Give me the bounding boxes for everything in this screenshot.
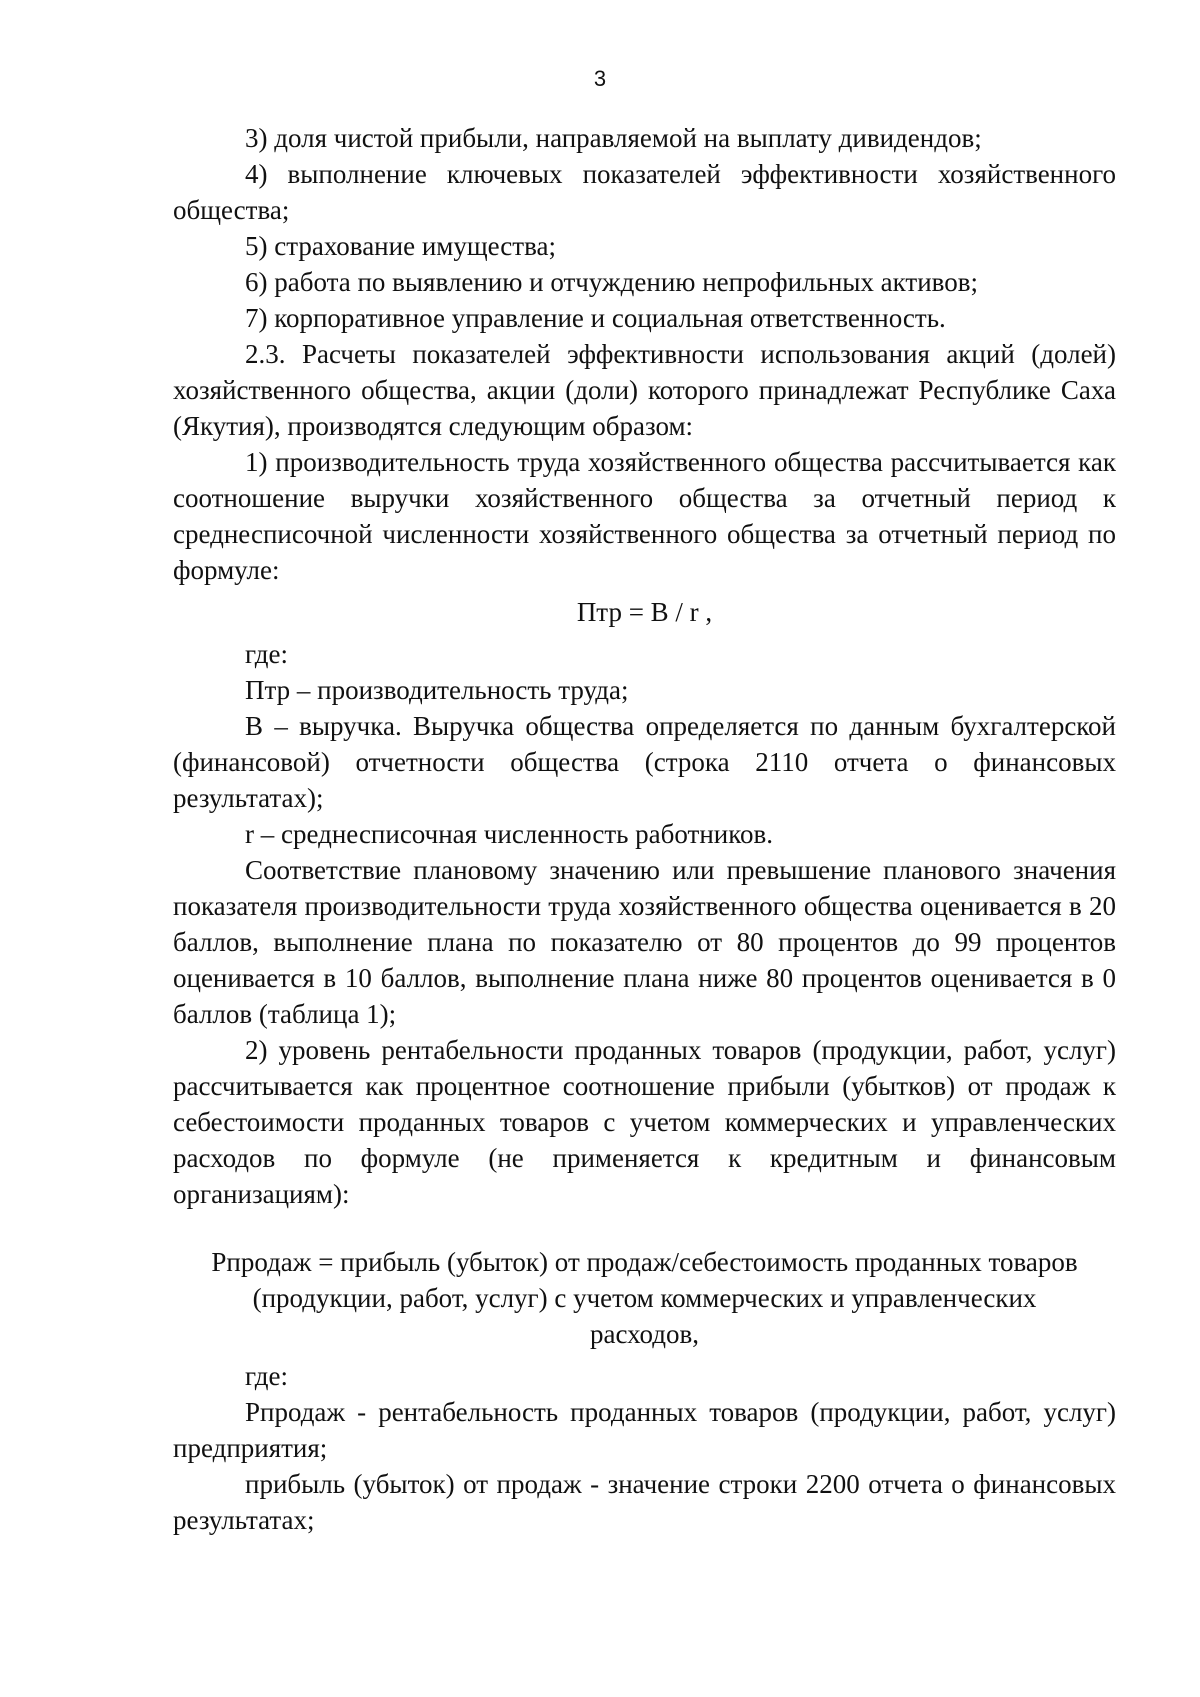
definition-ptr: Птр – производительность труда; <box>245 675 629 705</box>
definition-profit: прибыль (убыток) от продаж - значение строки 2200 отчета о финансовых результатах; <box>173 1469 1116 1535</box>
list-item: 7) корпоративное управление и социальная ответственность. <box>245 303 946 333</box>
productivity-formula: Птр = В / r , <box>576 597 713 627</box>
profitability-formula-line: расходов, <box>589 1319 700 1349</box>
definition-rprodazh: Рпродаж - рентабельность проданных товаров (продукции, работ, услуг) предприятия; <box>173 1397 1116 1463</box>
profitability-formula <box>173 1244 1116 1352</box>
section-2-3-paragraph: 2.3. Расчеты показателей эффективности использования акций (долей) хозяйственного общества, акции (доли) которого принадлежат Республике Саха (Якутия), производятся следующим образом: <box>173 339 1116 441</box>
list-item: 6) работа по выявлению и отчуждению непрофильных активов; <box>245 267 978 297</box>
document-body <box>173 120 1116 1538</box>
profitability-formula-line: (продукции, работ, услуг) с учетом коммерческих и управленческих <box>252 1283 1037 1313</box>
page-number: 3 <box>593 66 607 91</box>
where-label: где: <box>245 1361 288 1391</box>
profitability-formula-line: Рпродаж = прибыль (убыток) от продаж/себестоимость проданных товаров <box>211 1247 1078 1277</box>
list-item: 4) выполнение ключевых показателей эффективности хозяйственного общества; <box>173 159 1116 225</box>
productivity-scoring: Соответствие плановому значению или превышение планового значения показателя производительности труда хозяйственного общества оценивается в 20 баллов, выполнение плана по показателю от 80 процентов до 99 процентов оценивается в 10 баллов, выполнение плана ниже 80 процентов оценивается в 0 баллов (таблица 1); <box>173 855 1116 1029</box>
list-item: 3) доля чистой прибыли, направляемой на выплату дивидендов; <box>245 123 982 153</box>
where-label: где: <box>245 639 288 669</box>
definition-headcount: r – среднесписочная численность работников. <box>245 819 773 849</box>
productivity-intro: 1) производительность труда хозяйственного общества рассчитывается как соотношение выручки хозяйственного общества за отчетный период к среднесписочной численности хозяйственного общества за отчетный период по формуле: <box>173 447 1116 585</box>
definition-revenue: В – выручка. Выручка общества определяется по данным бухгалтерской (финансовой) отчетности общества (строка 2110 отчета о финансовых результатах); <box>173 711 1116 813</box>
list-item: 5) страхование имущества; <box>245 231 556 261</box>
profitability-intro: 2) уровень рентабельности проданных товаров (продукции, работ, услуг) рассчитывается как процентное соотношение прибыли (убытков) от продаж к себестоимости проданных товаров с учетом коммерческих и управленческих расходов по формуле (не применяется к кредитным и финансовым организациям): <box>173 1035 1116 1209</box>
